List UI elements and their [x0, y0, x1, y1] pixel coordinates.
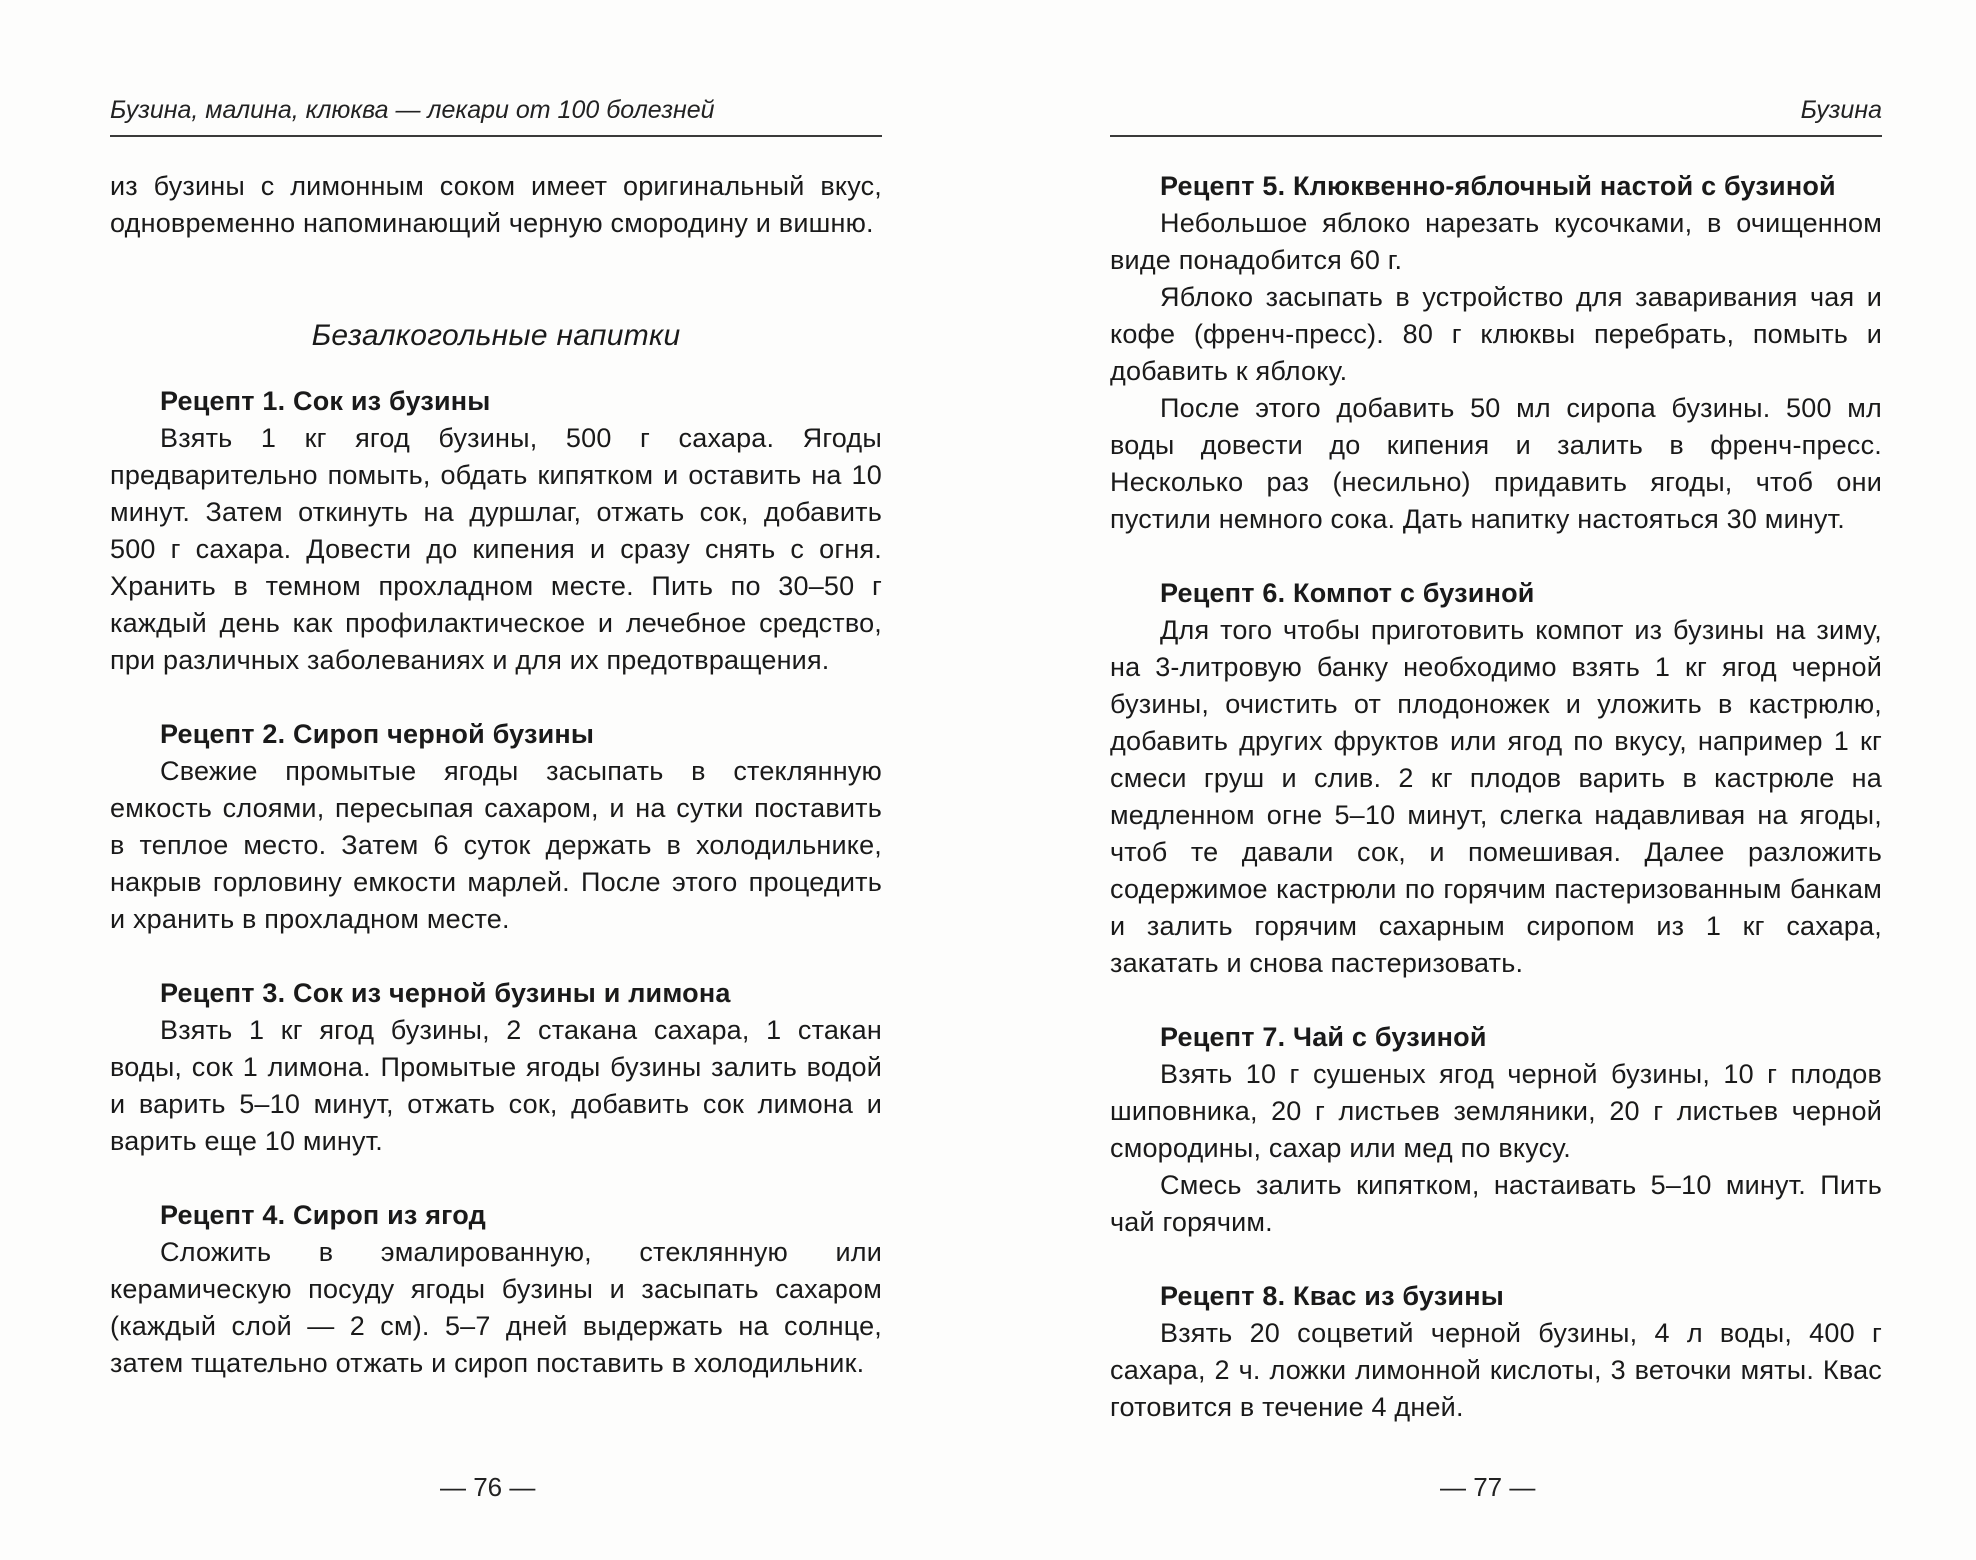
recipe-paragraph: Свежие промытые ягоды засыпать в стеклянную емкость слоями, пересыпая сахаром, и на сутки поставить в теплое место. Затем 6 суток держать в холодильнике, накрыв горловину емкости марлей. После этого процедить и хранить в прохладном месте.	[110, 756, 882, 934]
recipe-paragraph: Взять 10 г сушеных ягод черной бузины, 10 г плодов шиповника, 20 г листьев земляники, 20 г листьев черной смородины, сахар или мед по вкусу.	[1110, 1059, 1882, 1163]
right-page	[1110, 0, 1882, 1560]
recipe-paragraph: Сложить в эмалированную, стеклянную или керамическую посуду ягоды бузины и засыпать сахаром (каждый слой — 2 см). 5–7 дней выдержать на солнце, затем тщательно отжать и сироп поставить в холодильник.	[110, 1237, 882, 1378]
recipe-7	[1110, 1019, 1882, 1241]
recipe-1	[110, 383, 882, 679]
recipe-title: Рецепт 6. Компот с бузиной	[1160, 578, 1535, 608]
header-rule	[110, 135, 882, 137]
recipe-paragraph: Яблоко засыпать в устройство для заваривания чая и кофе (френч-пресс). 80 г клюквы перебрать, помыть и добавить к яблоку.	[1110, 282, 1882, 386]
page-body	[110, 168, 882, 1382]
running-head: Бузина	[1800, 96, 1882, 124]
page-body	[1110, 168, 1882, 1426]
recipe-title: Рецепт 7. Чай с бузиной	[1160, 1022, 1487, 1052]
recipe-5	[1110, 168, 1882, 538]
recipe-4	[110, 1197, 882, 1382]
page-number: — 76 —	[440, 1472, 536, 1502]
recipe-title: Рецепт 8. Квас из бузины	[1160, 1281, 1504, 1311]
recipe-paragraph: Смесь залить кипятком, настаивать 5–10 минут. Пить чай горячим.	[1110, 1170, 1882, 1237]
section-title: Безалкогольные напитки	[311, 319, 681, 352]
running-head: Бузина, малина, клюква — лекари от 100 болезней	[110, 96, 715, 124]
recipe-8	[1110, 1278, 1882, 1426]
recipe-paragraph: Взять 1 кг ягод бузины, 500 г сахара. Ягоды предварительно помыть, обдать кипятком и оставить на 10 минут. Затем откинуть на дуршлаг, отжать сок, добавить 500 г сахара. Довести до кипения и сразу снять с огня. Хранить в темном прохладном месте. Пить по 30–50 г каждый день как профилактическое и лечебное средство, при различных заболеваниях и для их предотвращения.	[110, 423, 882, 675]
recipe-title: Рецепт 5. Клюквенно-яблочный настой с бузиной	[1160, 171, 1836, 201]
header-rule	[1110, 135, 1882, 137]
recipe-title: Рецепт 2. Сироп черной бузины	[160, 719, 595, 749]
recipe-title: Рецепт 1. Сок из бузины	[160, 386, 491, 416]
recipe-3	[110, 975, 882, 1160]
intro-paragraph: из бузины с лимонным соком имеет оригинальный вкус, одновременно напоминающий черную смородину и вишню.	[110, 171, 882, 238]
recipe-2	[110, 716, 882, 938]
recipe-paragraph: После этого добавить 50 мл сиропа бузины. 500 мл воды довести до кипения и залить в френч-пресс. Несколько раз (несильно) придавить ягоды, чтоб они пустили немного сока. Дать напитку настояться 30 минут.	[1110, 393, 1882, 534]
left-page	[110, 0, 882, 1560]
recipe-6	[1110, 575, 1882, 982]
recipe-title: Рецепт 3. Сок из черной бузины и лимона	[160, 978, 731, 1008]
recipe-paragraph: Небольшое яблоко нарезать кусочками, в очищенном виде понадобится 60 г.	[1110, 208, 1882, 275]
recipe-paragraph: Взять 20 соцветий черной бузины, 4 л воды, 400 г сахара, 2 ч. ложки лимонной кислоты, 3 веточки мяты. Квас готовится в течение 4 дней.	[1110, 1318, 1882, 1422]
page-number: — 77 —	[1440, 1472, 1536, 1502]
recipe-paragraph: Для того чтобы приготовить компот из бузины на зиму, на 3-литровую банку необходимо взять 1 кг ягод черной бузины, очистить от плодоножек и уложить в кастрюлю, добавить других фруктов или ягод по вкусу, например 1 кг смеси груш и слив. 2 кг плодов варить в кастрюле на медленном огне 5–10 минут, слегка надавливая на ягоды, чтоб те давали сок, и помешивая. Далее разложить содержимое кастрюли по горячим пастеризованным банкам и залить горячим сахарным сиропом из 1 кг сахара, закатать и снова пастеризовать.	[1110, 615, 1882, 978]
recipe-paragraph: Взять 1 кг ягод бузины, 2 стакана сахара, 1 стакан воды, сок 1 лимона. Промытые ягоды бузины залить водой и варить 5–10 минут, отжать сок, добавить сок лимона и варить еще 10 минут.	[110, 1015, 882, 1156]
recipe-title: Рецепт 4. Сироп из ягод	[160, 1200, 486, 1230]
